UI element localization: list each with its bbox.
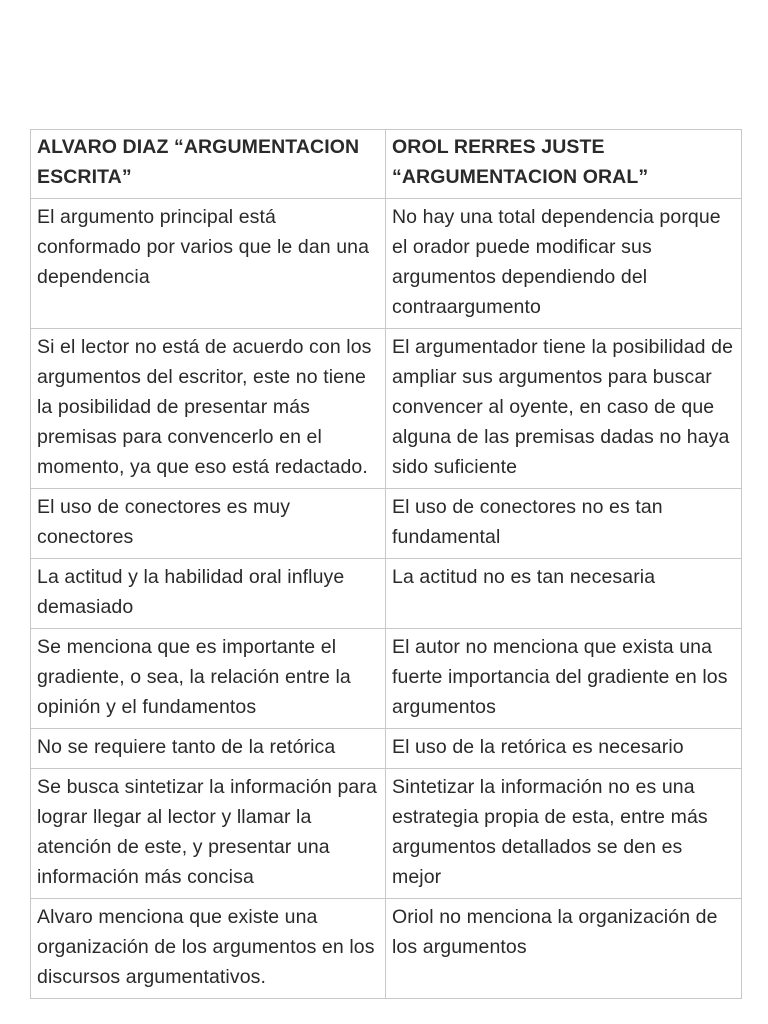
table-row	[31, 729, 742, 769]
table-cell: No hay una total dependencia porque el orador puede modificar sus argumentos dependiendo del contraargumento	[386, 199, 742, 329]
table-header-row	[31, 130, 742, 199]
table-cell: Oriol no menciona la organización de los argumentos	[386, 899, 742, 999]
table-cell: La actitud y la habilidad oral influye demasiado	[31, 559, 386, 629]
table-cell: El uso de la retórica es necesario	[386, 729, 742, 769]
table-row	[31, 769, 742, 899]
header-cell-escrita: ALVARO DIAZ “ARGUMENTACION ESCRITA”	[31, 130, 386, 199]
comparison-table-container	[30, 129, 741, 988]
table-cell: El uso de conectores no es tan fundamental	[386, 489, 742, 559]
table-cell: Se busca sintetizar la información para lograr llegar al lector y llamar la atención de este, y presentar una información más concisa	[31, 769, 386, 899]
table-cell: El argumento principal está conformado por varios que le dan una dependencia	[31, 199, 386, 329]
table-row	[31, 199, 742, 329]
table-row	[31, 329, 742, 489]
table-row	[31, 489, 742, 559]
header-cell-oral: OROL RERRES JUSTE “ARGUMENTACION ORAL”	[386, 130, 742, 199]
table-cell: Sintetizar la información no es una estrategia propia de esta, entre más argumentos detallados se den es mejor	[386, 769, 742, 899]
table-cell: El argumentador tiene la posibilidad de ampliar sus argumentos para buscar convencer al oyente, en caso de que alguna de las premisas dadas no haya sido suficiente	[386, 329, 742, 489]
table-cell: La actitud no es tan necesaria	[386, 559, 742, 629]
comparison-table	[30, 129, 742, 999]
table-cell: No se requiere tanto de la retórica	[31, 729, 386, 769]
table-row	[31, 629, 742, 729]
table-cell: El uso de conectores es muy conectores	[31, 489, 386, 559]
table-cell: Si el lector no está de acuerdo con los argumentos del escritor, este no tiene la posibilidad de presentar más premisas para convencerlo en el momento, ya que eso está redactado.	[31, 329, 386, 489]
table-cell: Alvaro menciona que existe una organización de los argumentos en los discursos argumentativos.	[31, 899, 386, 999]
table-cell: Se menciona que es importante el gradiente, o sea, la relación entre la opinión y el fundamentos	[31, 629, 386, 729]
table-row	[31, 899, 742, 999]
table-cell: El autor no menciona que exista una fuerte importancia del gradiente en los argumentos	[386, 629, 742, 729]
table-row	[31, 559, 742, 629]
